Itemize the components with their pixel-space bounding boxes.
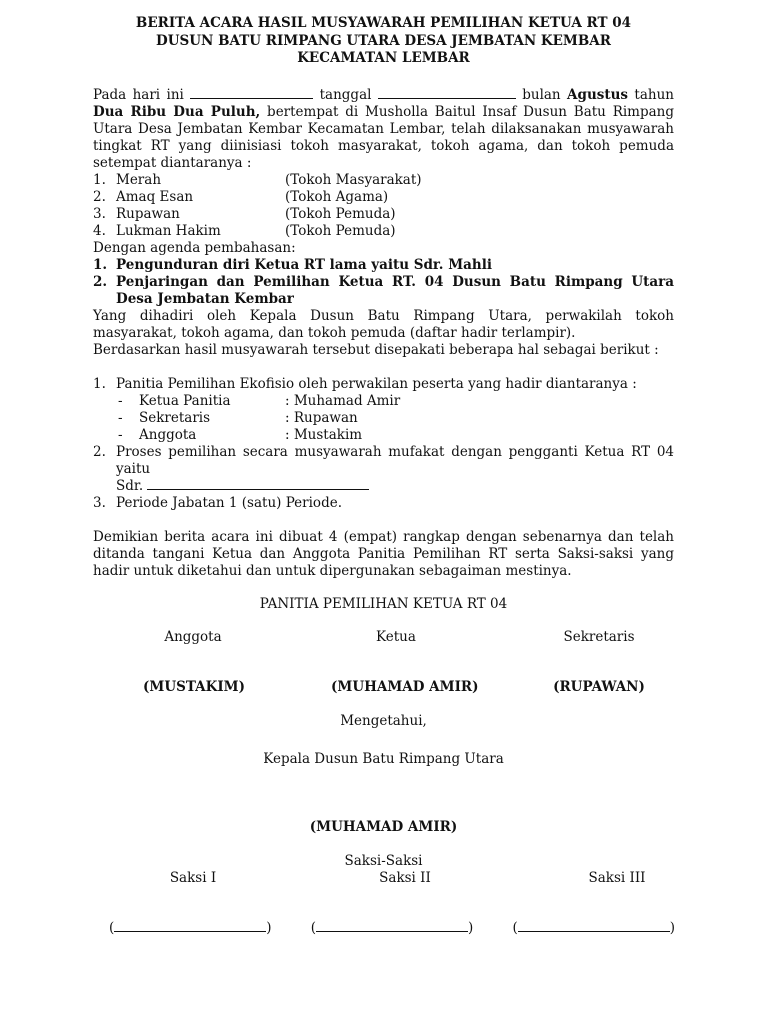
agenda-item bbox=[93, 274, 674, 308]
intro-year: Dua Ribu Dua Puluh, bbox=[93, 103, 261, 120]
figure-row bbox=[93, 206, 674, 223]
committee-name: : Muhamad Amir bbox=[285, 392, 401, 409]
agreement-intro: Berdasarkan hasil musyawarah tersebut disepakati beberapa hal sebagai berikut : bbox=[93, 341, 659, 358]
committee-row bbox=[93, 427, 674, 444]
agenda-intro: Dengan agenda pembahasan: bbox=[93, 239, 296, 256]
witness-role: Saksi I bbox=[169, 869, 217, 886]
result-item bbox=[93, 495, 674, 512]
agenda-number: 1. bbox=[93, 256, 108, 273]
village-head-name: (MUHAMAD AMIR) bbox=[309, 818, 458, 835]
signer-name: (MUSTAKIM) bbox=[143, 678, 246, 695]
signer-roles bbox=[93, 629, 674, 646]
figure-number: 1. bbox=[93, 171, 106, 188]
result-item bbox=[93, 376, 674, 393]
intro-text-month: bulan bbox=[522, 86, 561, 103]
document-title bbox=[93, 15, 674, 68]
figure-row bbox=[93, 172, 674, 189]
agenda-text: Pengunduran diri Ketua RT lama yaitu Sdr. Mahli bbox=[116, 256, 492, 273]
figure-number: 3. bbox=[93, 205, 106, 222]
agenda-list bbox=[93, 257, 674, 308]
figure-role: (Tokoh Masyarakat) bbox=[285, 171, 422, 188]
result-cont: Sdr. bbox=[116, 477, 144, 494]
witness-role: Saksi II bbox=[379, 869, 431, 886]
committee-dash: - bbox=[118, 409, 123, 426]
committee-dash: - bbox=[118, 426, 123, 443]
attendance-paragraph: Yang dihadiri oleh Kepala Dusun Batu Rimpang Utara, perwakilah tokoh masyarakat, tokoh agama, dan tokoh pemuda (daftar hadir terlampir). bbox=[93, 307, 674, 341]
closing-paragraph: Demikian berita acara ini dibuat 4 (empat) rangkap dengan sebenarnya dan telah ditanda tangani Ketua dan Anggota Panitia Pemilihan RT serta Saksi-saksi yang hadir untuk diketahui dan untuk dipergunakan sebagaiman mestinya. bbox=[93, 528, 674, 579]
signer-name: (RUPAWAN) bbox=[553, 678, 645, 695]
figure-row bbox=[93, 223, 674, 240]
committee-title: PANITIA PEMILIHAN KETUA RT 04 bbox=[259, 595, 508, 612]
replacement-name-blank bbox=[147, 478, 369, 490]
agenda-item bbox=[93, 257, 674, 274]
document bbox=[93, 15, 674, 937]
title-line-1: BERITA ACARA HASIL MUSYAWARAH PEMILIHAN KETUA RT 04 bbox=[135, 15, 632, 31]
intro-text-date: tanggal bbox=[319, 86, 372, 103]
witnesses-title: Saksi-Saksi bbox=[344, 852, 423, 869]
witness-signature-line: ( ) bbox=[109, 919, 272, 936]
committee-role: Anggota bbox=[139, 426, 197, 443]
figure-name: Lukman Hakim bbox=[116, 222, 221, 239]
result-text: Proses pemilihan secara musyawarah mufakat dengan pengganti Ketua RT 04 yaitu bbox=[116, 443, 674, 477]
committee-role: Sekretaris bbox=[139, 409, 211, 426]
result-text: Panitia Pemilihan Ekofisio oleh perwakilan peserta yang hadir diantaranya : bbox=[116, 375, 637, 392]
figure-name: Rupawan bbox=[116, 205, 180, 222]
date-blank bbox=[378, 87, 516, 99]
witness-signature-line: ( ) bbox=[310, 919, 474, 936]
figure-role: (Tokoh Pemuda) bbox=[285, 205, 396, 222]
committee-name: : Mustakim bbox=[285, 426, 363, 443]
committee-role: Ketua Panitia bbox=[139, 392, 231, 409]
intro-text-year: tahun bbox=[634, 86, 674, 103]
figure-number: 2. bbox=[93, 188, 106, 205]
intro-paragraph bbox=[93, 87, 674, 172]
signer-name: (MUHAMAD AMIR) bbox=[331, 678, 479, 695]
committee-dash: - bbox=[118, 392, 123, 409]
acknowledged-label: Mengetahui, bbox=[340, 712, 427, 729]
committee-row bbox=[93, 393, 674, 410]
intro-month: Agustus bbox=[567, 86, 629, 103]
result-number: 1. bbox=[93, 375, 106, 392]
figure-row bbox=[93, 189, 674, 206]
intro-text-body: bertempat di Musholla Baitul Insaf Dusun Batu Rimpang Utara Desa Jembatan Kembar Kecamatan Lembar, telah dilaksanakan musyawarah tingkat RT yang diinisiasi tokoh masyarakat, tokoh agama, dan tokoh pemuda setempat diantaranya : bbox=[93, 103, 675, 171]
signer-role: Ketua bbox=[376, 628, 416, 645]
figure-role: (Tokoh Pemuda) bbox=[285, 222, 396, 239]
intro-text-day: Pada hari ini bbox=[93, 86, 184, 103]
results-list bbox=[93, 376, 674, 512]
figures-list bbox=[93, 172, 674, 240]
witness-roles bbox=[93, 870, 674, 887]
signer-role: Anggota bbox=[164, 628, 222, 645]
day-blank bbox=[190, 87, 313, 99]
result-number: 3. bbox=[93, 494, 106, 511]
witness-role: Saksi III bbox=[588, 869, 646, 886]
result-item bbox=[93, 444, 674, 495]
result-text: Periode Jabatan 1 (satu) Periode. bbox=[116, 494, 342, 511]
figure-role: (Tokoh Agama) bbox=[285, 188, 389, 205]
title-line-2: DUSUN BATU RIMPANG UTARA DESA JEMBATAN KEMBAR bbox=[156, 32, 611, 49]
agenda-number: 2. bbox=[93, 273, 108, 290]
signer-role: Sekretaris bbox=[563, 628, 635, 645]
result-number: 2. bbox=[93, 443, 106, 460]
village-head-title: Kepala Dusun Batu Rimpang Utara bbox=[263, 750, 504, 767]
witness-signature-line: ( ) bbox=[512, 919, 675, 936]
figure-number: 4. bbox=[93, 222, 106, 239]
signer-names bbox=[93, 679, 674, 696]
agenda-text: Penjaringan dan Pemilihan Ketua RT. 04 Dusun Batu Rimpang Utara Desa Jembatan Kembar bbox=[116, 273, 674, 307]
committee-row bbox=[93, 410, 674, 427]
figure-name: Amaq Esan bbox=[116, 188, 194, 205]
title-line-3: KECAMATAN LEMBAR bbox=[297, 50, 470, 66]
committee-name: : Rupawan bbox=[285, 409, 358, 426]
figure-name: Merah bbox=[116, 171, 162, 188]
witness-signatures bbox=[109, 920, 675, 937]
